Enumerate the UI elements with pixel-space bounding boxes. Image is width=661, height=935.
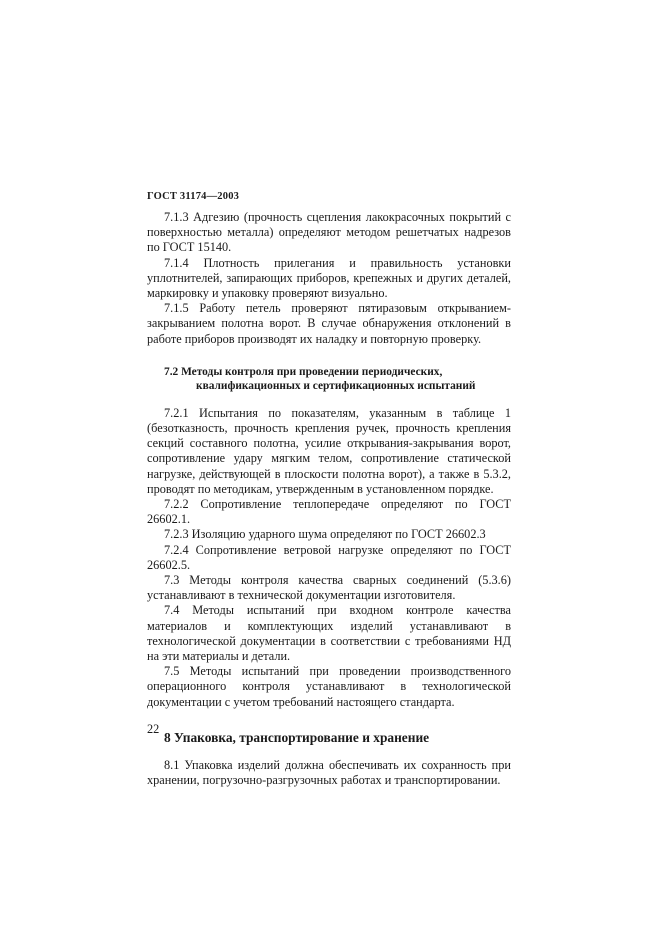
document-code-header: ГОСТ 31174—2003	[147, 191, 240, 202]
paragraph-7-5: 7.5 Методы испытаний при проведении производственного операционного контроля устанавливают в технологической документации с учетом требований настоящего стандарта.	[147, 664, 511, 709]
paragraph-7-1-4: 7.1.4 Плотность прилегания и правильность установки уплотнителей, запирающих приборов, крепежных и других деталей, маркировку и упаковку проверяют визуально.	[147, 255, 511, 301]
paragraph-7-2-3: 7.2.3 Изоляцию ударного шума определяют по ГОСТ 26602.3	[164, 527, 486, 542]
paragraph-7-2-1: 7.2.1 Испытания по показателям, указанным в таблице 1 (безотказность, прочность крепления ручек, прочность крепления секций составного полотна, усилие открывания-закрывания ворот, сопротивление удару мягким телом, сопротивление статической нагрузке, действующей в плоскости полотна ворот), а также в 5.3.2, проводят по методикам, утвержденным в установленном порядке.	[147, 405, 511, 496]
section-heading-8: 8 Упаковка, транспортирование и хранение	[164, 729, 430, 745]
document-body	[147, 210, 511, 788]
paragraph-7-2-4: 7.2.4 Сопротивление ветровой нагрузке определяют по ГОСТ 26602.5.	[147, 542, 511, 572]
paragraph-8-1: 8.1 Упаковка изделий должна обеспечивать их сохранность при хранении, погрузочно-разгрузочных работах и транспортировании.	[147, 757, 511, 788]
paragraph-7-1-3: 7.1.3 Адгезию (прочность сцепления лакокрасочных покрытий с поверхностью металла) определяют методом решетчатых надрезов по ГОСТ 15140.	[147, 210, 511, 255]
section-heading-7-2	[147, 365, 511, 394]
paragraph-7-1-5: 7.1.5 Работу петель проверяют пятиразовым открыванием-закрыванием полотна ворот. В случае обнаружения отклонений в работе приборов производят их наладку и повторную проверку.	[147, 301, 511, 346]
section-heading-7-2-line1: 7.2 Методы контроля при проведении периодических,	[164, 365, 443, 378]
section-heading-7-2-line2: квалификационных и сертификационных испытаний	[196, 380, 476, 393]
paragraph-7-2-2: 7.2.2 Сопротивление теплопередаче определяют по ГОСТ 26602.1.	[147, 497, 511, 527]
paragraph-7-3: 7.3 Методы контроля качества сварных соединений (5.3.6) устанавливают в технической документации изготовителя.	[147, 573, 511, 603]
paragraph-7-4: 7.4 Методы испытаний при входном контроле качества материалов и комплектующих изделий устанавливают в технологической документации в соответствии с требованиями НД на эти материалы и детали.	[147, 603, 511, 664]
page-number: 22	[147, 722, 160, 736]
